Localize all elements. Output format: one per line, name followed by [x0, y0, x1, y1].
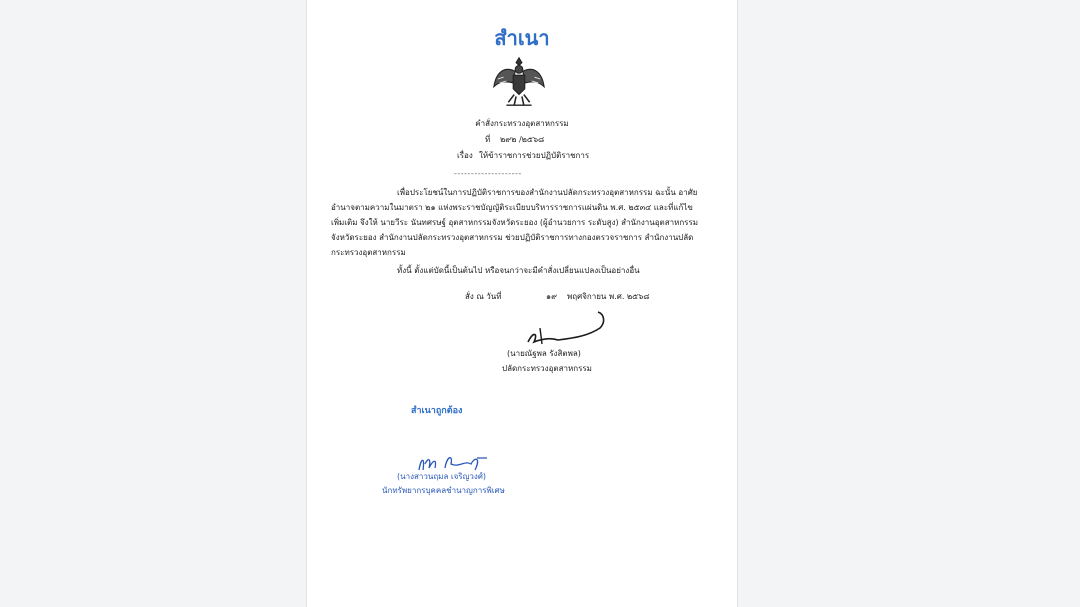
ordered-date-label: สั่ง ณ วันที่	[465, 292, 502, 301]
signer-name: (นายณัฐพล รังสิตพล)	[507, 349, 581, 358]
official-signature	[522, 308, 612, 348]
order-title: คำสั่งกระทรวงอุตสาหกรรม	[475, 119, 569, 128]
body-line-4: จังหวัดระยอง สำนักงานปลัดกระทรวงอุตสาหกรรม ช่วยปฏิบัติราชการทางกองตรวจราชการ สำนักงานปลัด	[331, 233, 694, 242]
certified-copy-label: สำเนาถูกต้อง	[411, 406, 463, 416]
certifier-title: นักทรัพยากรบุคคลชำนาญการพิเศษ	[382, 486, 505, 495]
subject-label: เรื่อง	[457, 151, 473, 160]
divider: --------------------	[454, 169, 522, 178]
body-line-5: กระทรวงอุตสาหกรรม	[331, 248, 406, 257]
body-line-2: อำนาจตามความในมาตรา ๒๑ แห่งพระราชบัญญัติระเบียบบริหารราชการแผ่นดิน พ.ศ. ๒๕๓๔ และที่แก้ไข	[331, 203, 693, 212]
garuda-emblem-icon	[490, 52, 548, 110]
order-number-value: ๒๙๒ /๒๕๖๘	[500, 135, 545, 144]
subject-text: ให้ข้าราชการช่วยปฏิบัติราชการ	[479, 151, 590, 160]
ordered-month-year: พฤศจิกายน พ.ศ. ๒๕๖๘	[567, 292, 650, 301]
certifier-name: (นางสาวนฤมล เจริญวงศ์)	[397, 472, 487, 481]
effective-line: ทั้งนี้ ตั้งแต่บัดนี้เป็นต้นไป หรือจนกว่าจะมีคำสั่งเปลี่ยนแปลงเป็นอย่างอื่น	[397, 266, 640, 275]
order-number-label: ที่	[485, 135, 491, 144]
body-line-1: เพื่อประโยชน์ในการปฏิบัติราชการของสำนักงานปลัดกระทรวงอุตสาหกรรม ฉะนั้น อาศัย	[397, 188, 698, 197]
document-page	[306, 0, 738, 607]
ordered-day: ๑๙	[546, 292, 557, 301]
copy-stamp: สำเนา	[494, 26, 550, 50]
body-line-3: เพิ่มเติม จึงให้ นายวีระ นันทศรษฐ์ อุตสาหกรรมจังหวัดระยอง (ผู้อำนวยการ ระดับสูง) สำนักงานอุตสาหกรรม	[331, 218, 699, 227]
signer-title: ปลัดกระทรวงอุตสาหกรรม	[502, 364, 592, 373]
